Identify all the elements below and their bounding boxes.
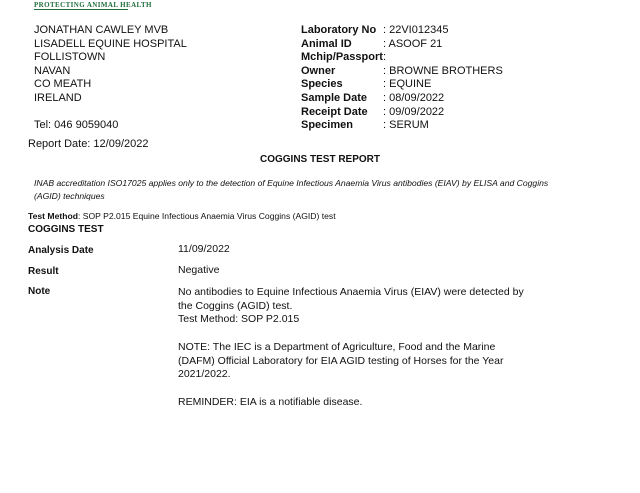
test-method-value: : SOP P2.015 Equine Infectious Anaemia Virus Coggins (AGID) test xyxy=(77,211,336,221)
detail-label: Animal ID xyxy=(301,37,352,50)
detail-label: Receipt Date xyxy=(301,105,368,118)
address-line: NAVAN xyxy=(34,64,71,77)
detail-label: Species xyxy=(301,78,343,91)
report-title: COGGINS TEST REPORT xyxy=(259,154,380,165)
note-line: 2021/2022. xyxy=(178,368,231,381)
detail-label: Owner xyxy=(301,64,336,77)
detail-row xyxy=(301,106,503,120)
detail-label: Laboratory No xyxy=(301,24,377,36)
detail-value: : xyxy=(383,51,387,64)
detail-value: : 22VI012345 xyxy=(383,24,449,36)
detail-label: Sample Date xyxy=(301,91,368,104)
address-line: CO MEATH xyxy=(34,78,92,91)
test-method-label: Test Method xyxy=(28,211,78,221)
logo-underline xyxy=(34,9,128,10)
address-line: JONATHAN CAWLEY MVB xyxy=(34,24,169,36)
detail-row xyxy=(301,51,503,65)
detail-row xyxy=(301,92,503,106)
accreditation-note: INAB accreditation ISO17025 applies only to the detection of Equine Infectious Anaemia Virus antibodies (EIAV) by ELISA and Coggins (AGID) techniques xyxy=(34,178,549,201)
address-line: LISADELL EQUINE HOSPITAL xyxy=(34,37,187,50)
address-block xyxy=(34,24,187,106)
note-line xyxy=(178,382,524,396)
note-line: (DAFM) Official Laboratory for EIA AGID testing of Horses for the Year xyxy=(178,354,504,367)
detail-value: : 08/09/2022 xyxy=(383,91,445,104)
detail-value: : SERUM xyxy=(383,119,429,132)
analysis-date-value: 11/09/2022 xyxy=(178,243,230,255)
result-value: Negative xyxy=(178,264,220,276)
analysis-date-label: Analysis Date xyxy=(28,245,94,256)
detail-row xyxy=(301,119,503,133)
section-title: COGGINS TEST xyxy=(28,224,104,235)
detail-row xyxy=(301,38,503,52)
sample-details xyxy=(301,24,503,133)
note-line: the Coggins (AGID) test. xyxy=(178,299,293,312)
detail-row xyxy=(301,65,503,79)
note-line: Test Method: SOP P2.015 xyxy=(178,313,300,326)
address-line: IRELAND xyxy=(34,91,82,104)
note-line: NOTE: The IEC is a Department of Agriculture, Food and the Marine xyxy=(178,340,496,353)
note-line: REMINDER: EIA is a notifiable disease. xyxy=(178,395,363,408)
detail-value: : BROWNE BROTHERS xyxy=(383,64,503,77)
detail-label: Specimen xyxy=(301,119,353,132)
result-label: Result xyxy=(28,266,59,277)
note-line: No antibodies to Equine Infectious Anaemia Virus (EIAV) were detected by xyxy=(178,286,524,298)
note-text xyxy=(178,286,524,409)
detail-value: : ASOOF 21 xyxy=(383,37,443,50)
detail-row xyxy=(301,24,503,38)
detail-value: : 09/09/2022 xyxy=(383,105,445,118)
note-line xyxy=(178,327,524,341)
detail-value: : EQUINE xyxy=(383,78,432,91)
report-date: Report Date: 12/09/2022 xyxy=(28,138,149,150)
telephone: Tel: 046 9059040 xyxy=(34,119,119,131)
test-method xyxy=(28,211,336,221)
detail-row xyxy=(301,78,503,92)
note-label: Note xyxy=(28,286,51,297)
address-line: FOLLISTOWN xyxy=(34,51,106,64)
logo-tagline: PROTECTING ANIMAL HEALTH xyxy=(34,1,152,9)
detail-label: Mchip/Passport xyxy=(301,51,383,64)
